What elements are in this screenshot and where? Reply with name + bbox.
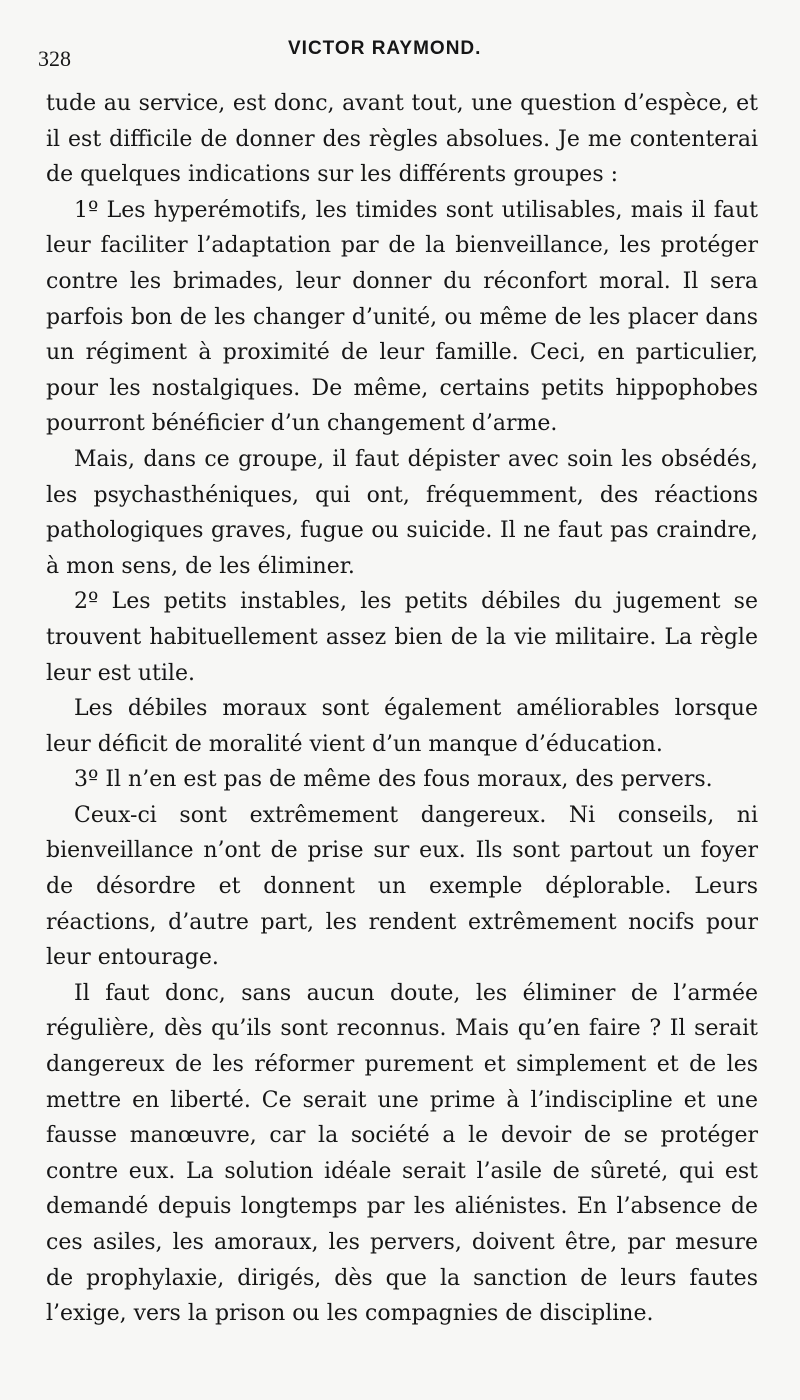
paragraph-4: 2º Les petits instables, les petits débiles du jugement se trouvent habituellement assez bien de la vie militaire. La règle leur est utile. (46, 589, 758, 686)
running-head: VICTOR RAYMOND. (288, 38, 482, 59)
paragraph-8: Il faut donc, sans aucun doute, les éliminer de l’armée régulière, dès qu’ils sont reconnus. Mais qu’en faire ? Il serait dangereux de les réformer purement et simplement et de les mettre en liberté. Ce serait une prime à l’indiscipline et une fausse manœuvre, car la société a le devoir de se protéger contre eux. La solution idéale serait l’asile de sûreté, qui est demandé depuis longtemps par les aliénistes. En l’absence de ces asiles, les amoraux, les pervers, doivent être, par mesure de prophylaxie, dirigés, dès que la sanction de leurs fautes l’exige, vers la prison ou les compagnies de discipline. (46, 980, 758, 1327)
page-header (38, 30, 760, 71)
paragraph-3: Mais, dans ce groupe, il faut dépister avec soin les obsédés, les psychasthéniques, qui ont, fréquemment, des réactions pathologiques graves, fugue ou suicide. Il ne faut pas craindre, à mon sens, de les éliminer. (46, 446, 758, 579)
paragraph-6: 3º Il n’en est pas de même des fous moraux, des pervers. (74, 767, 713, 793)
body-text (46, 86, 758, 1332)
page-number: 328 (38, 46, 71, 71)
paragraph-5: Les débiles moraux sont également améliorables lorsque leur déficit de moralité vient d’un manque d’éducation. (46, 696, 758, 757)
paragraph-1: tude au service, est donc, avant tout, une question d’espèce, et il est difficile de donner des règles absolues. Je me contenterai de quelques indications sur les différents groupes : (46, 91, 758, 188)
paragraph-7: Ceux-ci sont extrêmement dangereux. Ni conseils, ni bienveillance n’ont de prise sur eux. Ils sont partout un foyer de désordre et donnent un exemple déplorable. Leurs réactions, d’autre part, les rendent extrêmement nocifs pour leur entourage. (46, 802, 758, 971)
paragraph-2: 1º Les hyperémotifs, les timides sont utilisables, mais il faut leur faciliter l’adaptation par de la bienveillance, les protéger contre les brimades, leur donner du réconfort moral. Il sera parfois bon de les changer d’unité, ou même de les placer dans un régiment à proximité de leur famille. Ceci, en particulier, pour les nostalgiques. De même, certains petits hippophobes pourront bénéficier d’un changement d’arme. (46, 197, 758, 437)
